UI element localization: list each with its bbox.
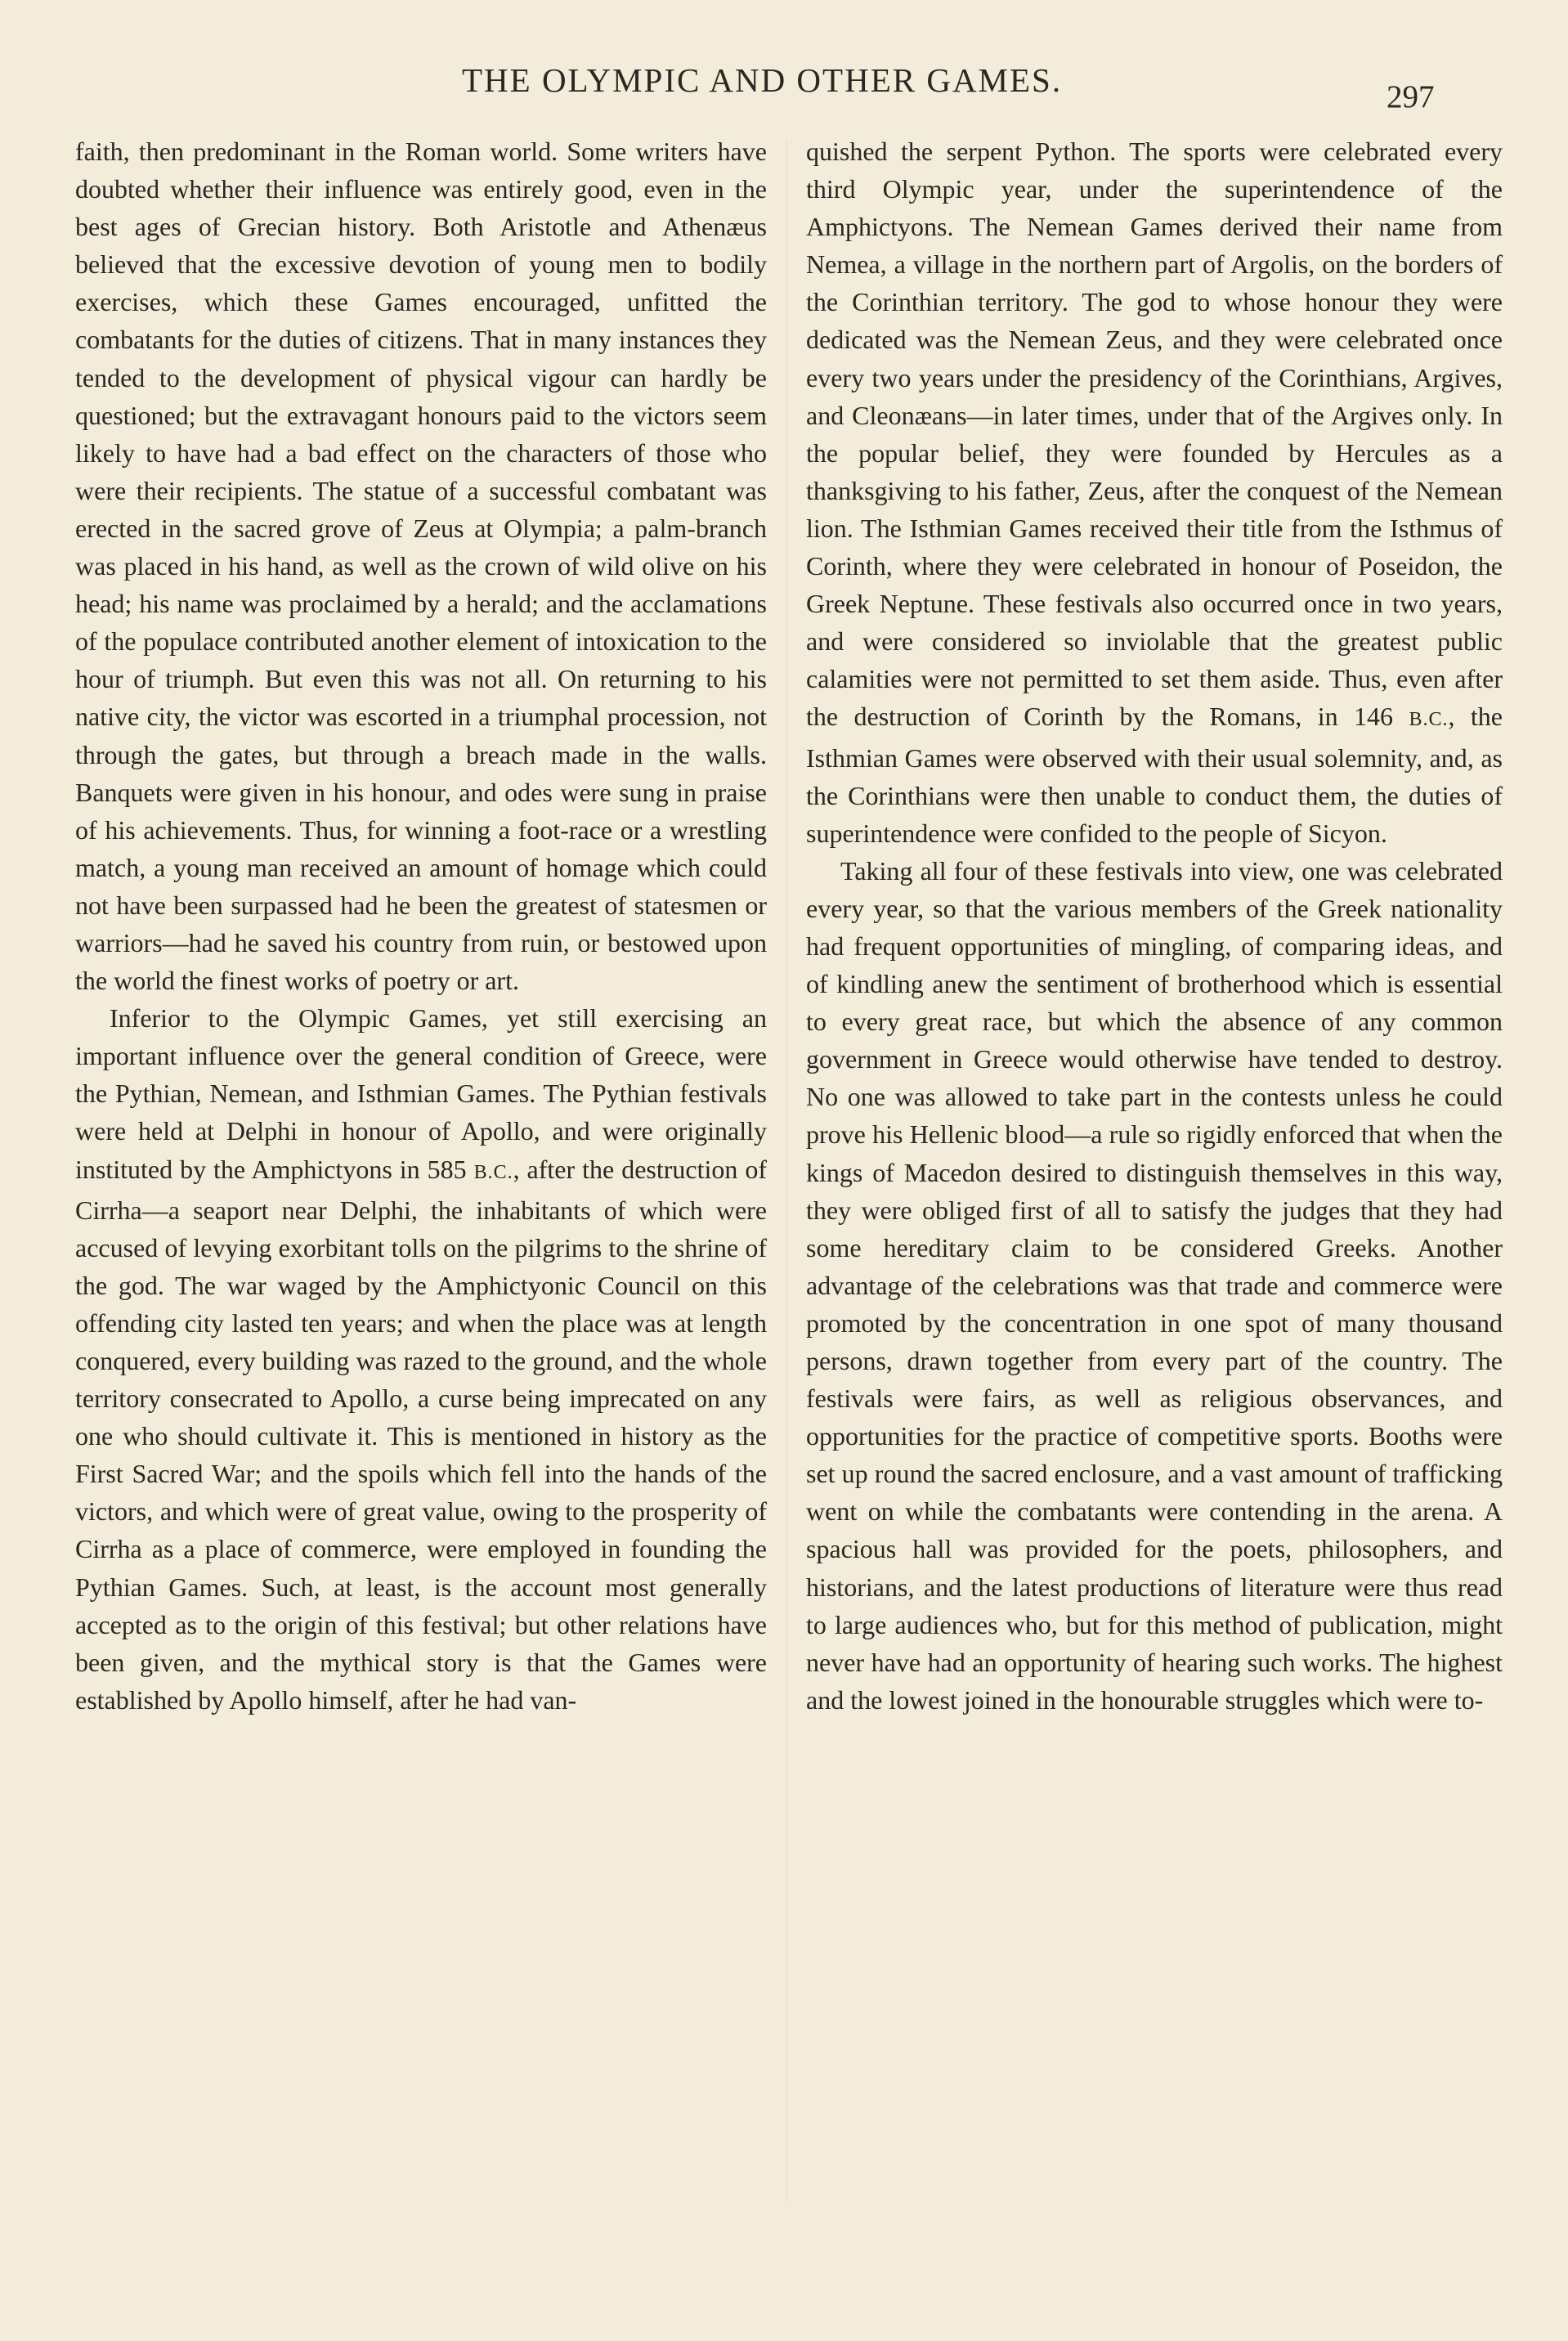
page-number: 297 bbox=[1387, 79, 1435, 114]
left-paragraph-1: faith, then predominant in the Roman world. Some writers have doubted whether their influence was entirely good, even in the best ages of Grecian history. Both Aristotle and Athenæus believed that the excessive devotion of young men to bodily exercises, which these Games encouraged, unfitted the combatants for the duties of citizens. That in many instances they tended to the development of physical vigour can hardly be questioned; but the extravagant honours paid to the victors seem likely to have had a bad effect on the characters of those who were their recipients. The statue of a successful combatant was erected in the sacred grove of Zeus at Olympia; a palm-branch was placed in his hand, as well as the crown of wild olive on his head; his name was proclaimed by a herald; and the acclamations of the populace contributed another element of intoxication to the hour of triumph. But even this was not all. On returning to his native city, the victor was escorted in a triumphal procession, not through the gates, but through a breach made in the walls. Banquets were given in his honour, and odes were sung in praise of his achievements. Thus, for winning a foot-race or a wrestling match, a young man received an amount of homage which could not have been surpassed had he been the greatest of statesmen or warriors—had he saved his country from ruin, or bestowed upon the world the finest works of poetry or art. bbox=[75, 137, 767, 996]
left-column bbox=[75, 132, 767, 1719]
right-paragraph-1-part-a: quished the serpent Python. The sports were celebrated every third Olympic year, under the superintendence of the Amphictyons. The Nemean Games derived their name from Nemea, a village in the northern part of Argolis, on the borders of the Corinthian territory. The god to whose honour they were dedicated was the Nemean Zeus, and they were celebrated once every two years under the presidency of the Corinthians, Argives, and Cleonæans—in later times, under that of the Argives only. In the popular belief, they were founded by Hercules as a thanksgiving to his father, Zeus, after the conquest of the Nemean lion. The Isthmian Games received their title from the Isthmus of Corinth, where they were celebrated in honour of Poseidon, the Greek Neptune. These festivals also occurred once in two years, and were considered so inviolable that the greatest public calamities were not permitted to set them aside. Thus, even after the destruction of Corinth by the Romans, in 146 bbox=[806, 137, 1503, 732]
right-paragraph-1 bbox=[806, 132, 1503, 852]
right-column bbox=[806, 132, 1503, 1719]
era-abbreviation: B.C. bbox=[1409, 709, 1449, 731]
column-gutter bbox=[786, 141, 787, 2201]
left-paragraph-2-part-b: , after the destruction of Cirrha—a seaport near Delphi, the inhabitants of which were accused of levying exorbitant tolls on the pilgrims to the shrine of the god. The war waged by the Amphictyonic Council on this offending city lasted ten years; and when the place was at length conquered, every building was razed to the ground, and the whole territory consecrated to Apollo, a curse being imprecated on any one who should cultivate it. This is mentioned in history as the First Sacred War; and the spoils which fell into the hands of the victors, and which were of great value, owing to the prosperity of Cirrha as a place of commerce, were employed in founding the Pythian Games. Such, at least, is the account most generally accepted as to the origin of this festival; but other relations have been given, and the mythical story is that the Games were established by Apollo himself, after he had van- bbox=[75, 1154, 768, 1715]
right-paragraph-1-part-b: , the Isthmian Games were observed with their usual solemnity, and, as the Corinthians were then unable to conduct them, the duties of superintendence were confided to the people of Sicyon. bbox=[806, 702, 1503, 848]
left-paragraph-2-part-a: Inferior to the Olympic Games, yet still exercising an important influence over the general condition of Greece, were the Pythian, Nemean, and Isthmian Games. The Pythian festivals were held at Delphi in honour of Apollo, and were originally instituted by the Amphictyons in 585 bbox=[75, 1003, 767, 1184]
running-title: THE OLYMPIC AND OTHER GAMES. bbox=[462, 61, 1063, 99]
era-abbreviation: B.C. bbox=[473, 1161, 513, 1183]
right-paragraph-2: Taking all four of these festivals into view, one was celebrated every year, so that the various members of the Greek nationality had frequent opportunities of mingling, of comparing ideas, and of kindling anew the sentiment of brotherhood which is essential to every great race, but which the absence of any common government in Greece would otherwise have tended to destroy. No one was allowed to take part in the contests unless he could prove his Hellenic blood—a rule so rigidly enforced that when the kings of Macedon desired to distinguish themselves in this way, they were obliged first of all to satisfy the judges that they had some hereditary claim to be considered Greeks. Another advantage of the celebrations was that trade and commerce were promoted by the concentration in one spot of many thousand persons, drawn together from every part of the country. The festivals were fairs, as well as religious observances, and opportunities for the practice of competitive sports. Booths were set up round the sacred enclosure, and a vast amount of trafficking went on while the combatants were contending in the arena. A spacious hall was provided for the poets, philosophers, and historians, and the latest productions of literature were thus read to large audiences who, but for this method of publication, might never have had an opportunity of hearing such works. The highest and the lowest joined in the honourable struggles which were to- bbox=[806, 855, 1503, 1715]
left-paragraph-2 bbox=[75, 999, 767, 1719]
running-head bbox=[0, 61, 1568, 114]
